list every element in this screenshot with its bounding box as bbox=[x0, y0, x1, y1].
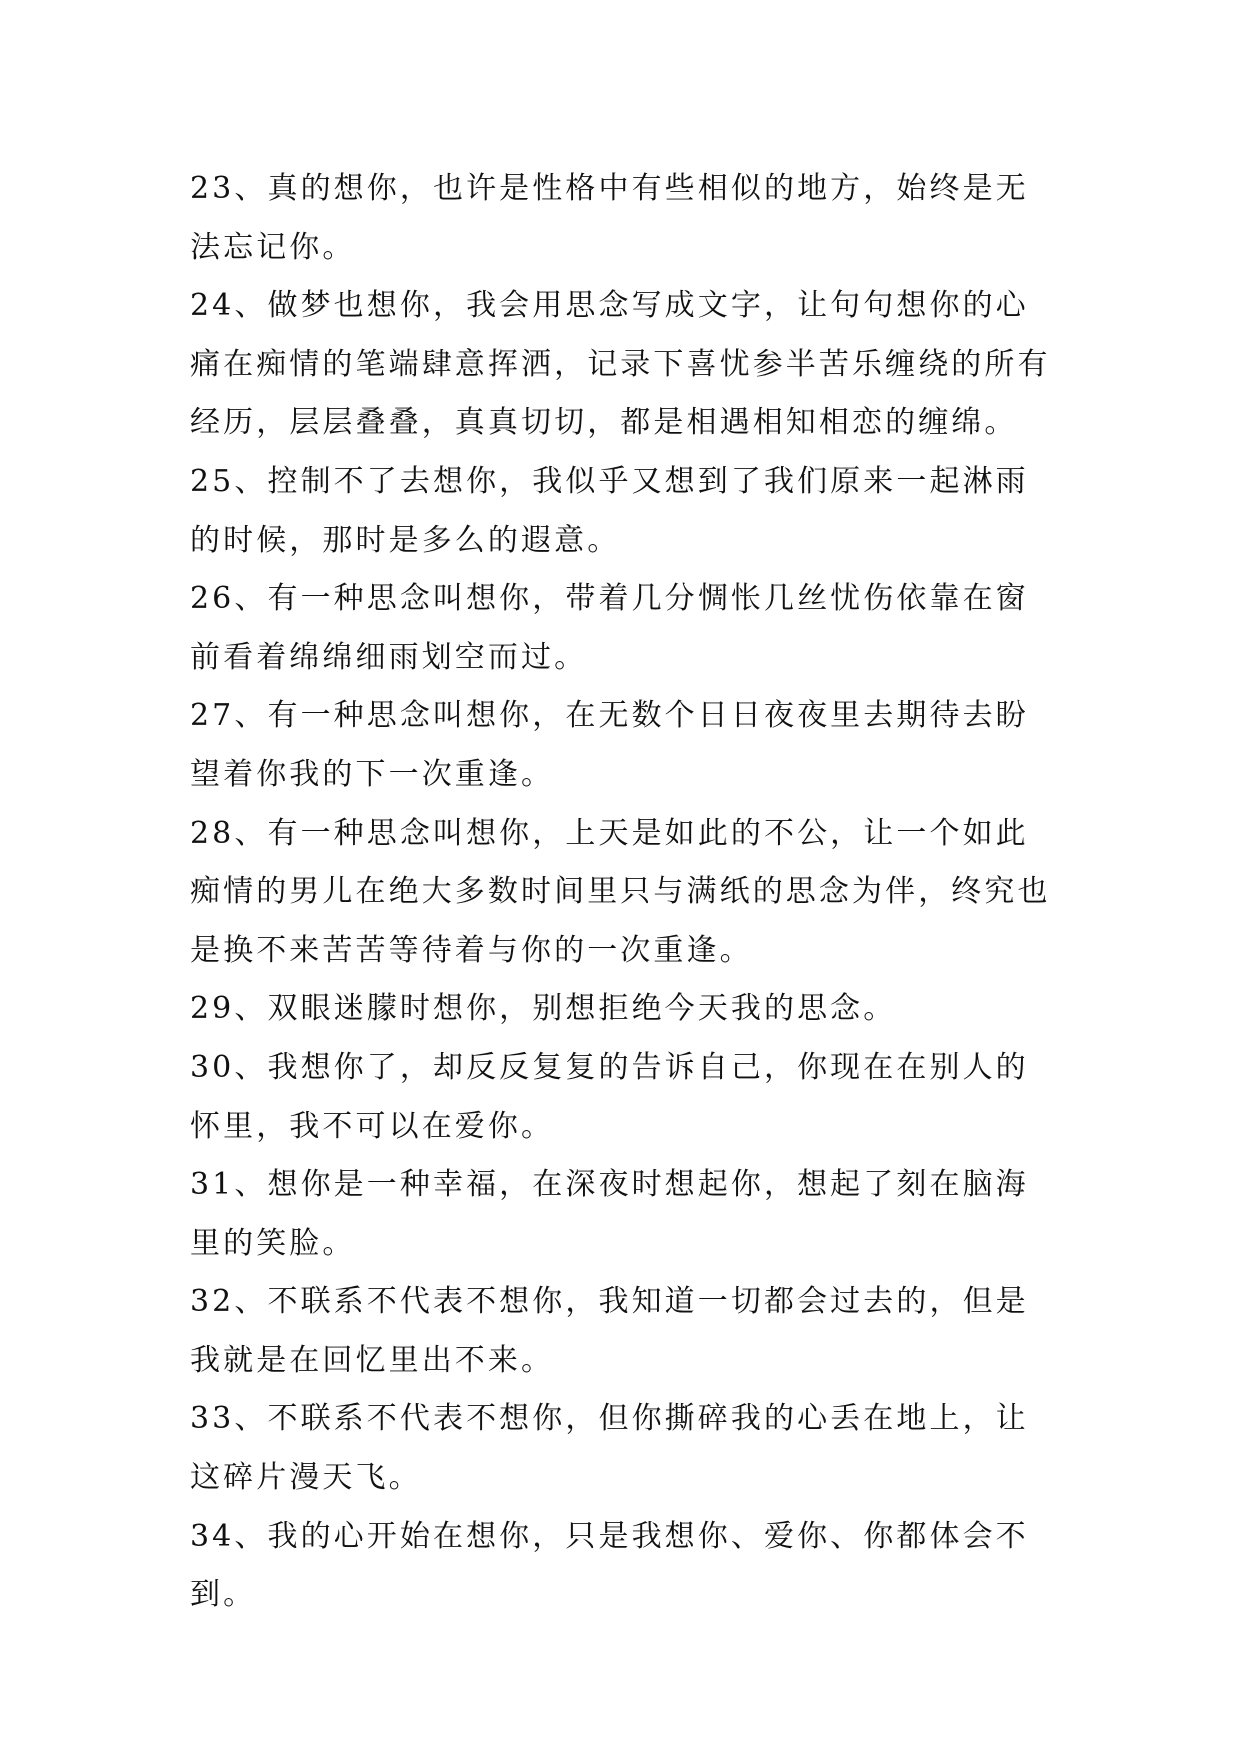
paragraph-34: 34、我的心开始在想你，只是我想你、爱你、你都体会不到。 bbox=[190, 1518, 1029, 1613]
paragraph-31: 31、想你是一种幸福，在深夜时想起你，想起了刻在脑海里的笑脸。 bbox=[190, 1167, 1029, 1261]
paragraph-26: 26、有一种思念叫想你，带着几分惆怅几丝忧伤依靠在窗前看着绵绵细雨划空而过。 bbox=[190, 581, 1029, 675]
paragraph-33: 33、不联系不代表不想你，但你撕碎我的心丢在地上，让这碎片漫天飞。 bbox=[190, 1401, 1029, 1496]
paragraph-29: 29、双眼迷朦时想你，别想拒绝今天我的思念。 bbox=[190, 991, 897, 1027]
paragraph-24: 24、做梦也想你，我会用思念写成文字，让句句想你的心痛在痴情的笔端肆意挥洒，记录下喜忧参半苦乐缠绕的所有经历，层层叠叠，真真切切，都是相遇相知相恋的缠绵。 bbox=[190, 288, 1051, 441]
paragraph-28: 28、有一种思念叫想你，上天是如此的不公，让一个如此痴情的男儿在绝大多数时间里只与满纸的思念为伴，终究也是换不来苦苦等待着与你的一次重逢。 bbox=[190, 815, 1051, 968]
paragraph-23: 23、真的想你，也许是性格中有些相似的地方，始终是无法忘记你。 bbox=[190, 171, 1029, 265]
paragraph-30: 30、我想你了，却反反复复的告诉自己，你现在在别人的怀里，我不可以在爱你。 bbox=[190, 1049, 1029, 1144]
document-body bbox=[190, 160, 1052, 1625]
paragraph-32: 32、不联系不代表不想你，我知道一切都会过去的，但是我就是在回忆里出不来。 bbox=[190, 1284, 1029, 1378]
paragraph-25: 25、控制不了去想你，我似乎又想到了我们原来一起淋雨的时候，那时是多么的遐意。 bbox=[190, 463, 1029, 558]
paragraph-27: 27、有一种思念叫想你，在无数个日日夜夜里去期待去盼望着你我的下一次重逢。 bbox=[190, 698, 1029, 792]
